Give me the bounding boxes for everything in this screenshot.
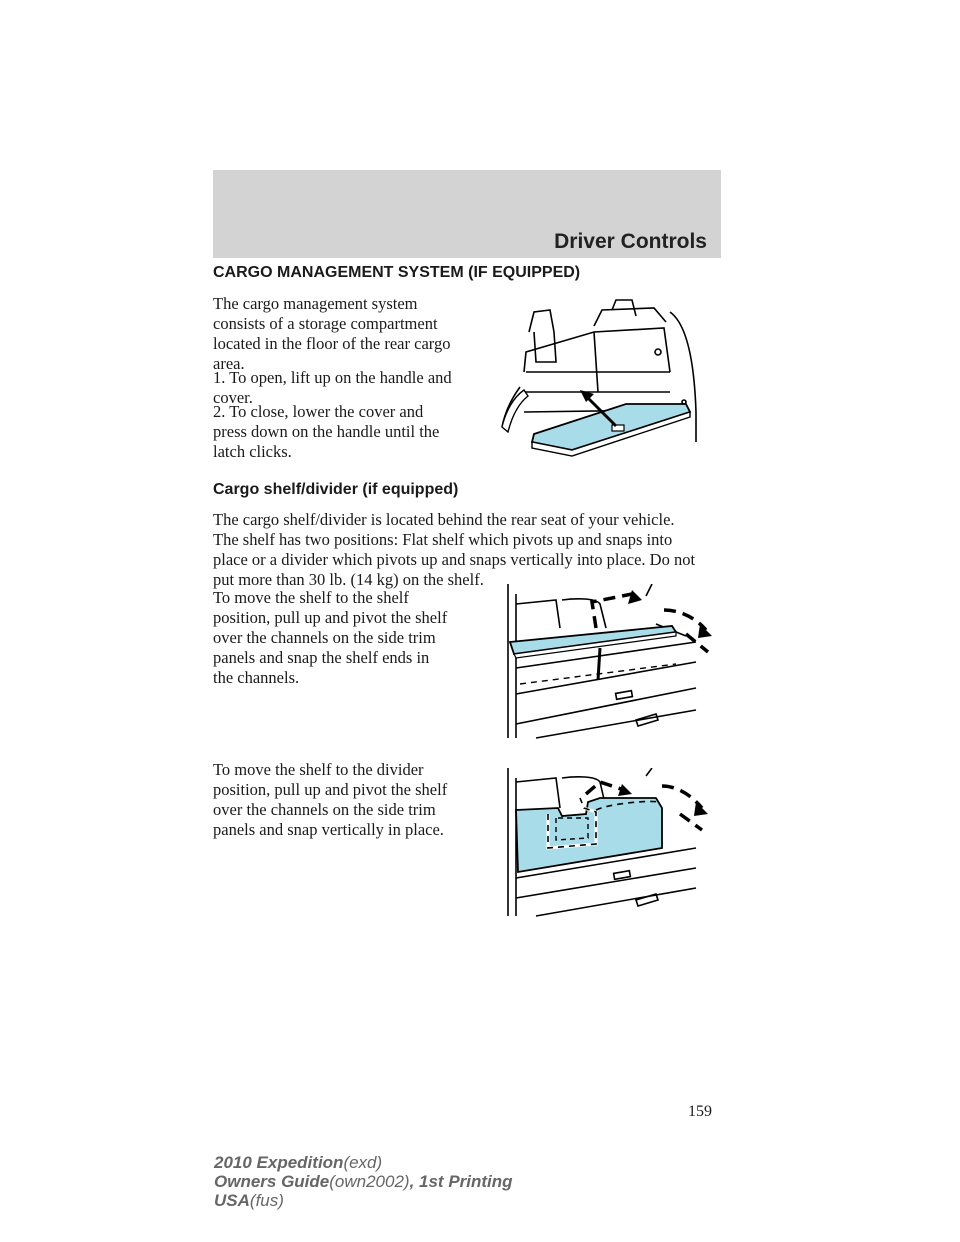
cargo-shelf-heading: Cargo shelf/divider (if equipped)	[213, 481, 459, 498]
shelf-position-paragraph: To move the shelf to the shelf position, pull up and pivot the shelf over the channels on the side trim panels and snap the shelf ends in the channels.	[213, 588, 448, 687]
page-number: 159	[688, 1103, 712, 1120]
step-1-paragraph: 1. To open, lift up on the handle and cover.	[213, 368, 452, 407]
shelf-divider-paragraph: The cargo shelf/divider is located behind the rear seat of your vehicle. The shelf has two positions: Flat shelf which pivots up and snaps into place or a divider which pivots up and snaps vertically into place. Do not put more than 30 lb. (14 kg) on the shelf.	[213, 510, 696, 589]
header-band	[213, 170, 721, 258]
divider-position-paragraph: To move the shelf to the divider position, pull up and pivot the shelf over the channels on the side trim panels and snap vertically in place.	[213, 760, 448, 839]
intro-paragraph: The cargo management system consists of a storage compartment located in the floor of the rear cargo area.	[213, 294, 451, 373]
cargo-storage-illustration	[494, 292, 702, 462]
cargo-management-heading: CARGO MANAGEMENT SYSTEM (IF EQUIPPED)	[213, 264, 581, 281]
step-2-paragraph: 2. To close, lower the cover and press down on the handle until the latch clicks.	[213, 402, 440, 461]
section-title: Driver Controls	[554, 230, 707, 253]
footer-line-3: USA(fus)	[214, 1191, 284, 1210]
footer-line-1: 2010 Expedition(exd)	[214, 1153, 383, 1172]
shelf-position-illustration	[496, 584, 716, 740]
divider-position-illustration	[496, 768, 716, 918]
document-footer	[214, 1153, 513, 1210]
footer-line-2: Owners Guide(own2002), 1st Printing	[214, 1172, 513, 1191]
